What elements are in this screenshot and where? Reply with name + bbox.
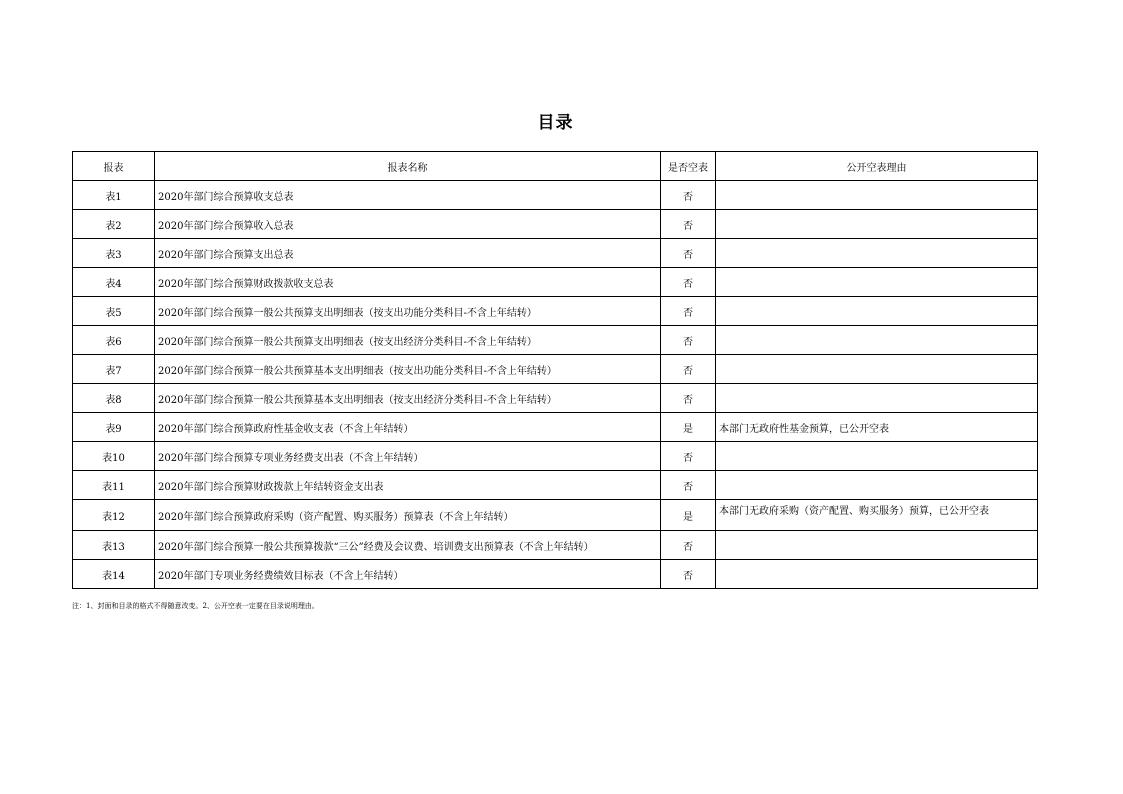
- table-row: [73, 384, 1038, 413]
- table-row: [73, 239, 1038, 268]
- table-row: [73, 560, 1038, 589]
- row-code: 表10: [73, 442, 155, 471]
- header-is-empty: 是否空表: [661, 152, 716, 181]
- row-name: 2020年部门综合预算专项业务经费支出表（不含上年结转）: [155, 442, 661, 471]
- row-reason: [716, 297, 1038, 326]
- row-name: 2020年部门综合预算支出总表: [155, 239, 661, 268]
- row-reason: [716, 384, 1038, 413]
- table-row: [73, 442, 1038, 471]
- table-row: [73, 413, 1038, 442]
- table-row: [73, 210, 1038, 239]
- row-name: 2020年部门专项业务经费绩效目标表（不含上年结转）: [155, 560, 661, 589]
- row-code: 表3: [73, 239, 155, 268]
- row-code: 表7: [73, 355, 155, 384]
- row-name: 2020年部门综合预算一般公共预算基本支出明细表（按支出经济分类科目-不含上年结转）: [155, 384, 661, 413]
- row-code: 表5: [73, 297, 155, 326]
- row-is-empty: 是: [661, 413, 716, 442]
- row-is-empty: 否: [661, 297, 716, 326]
- row-reason: [716, 181, 1038, 210]
- row-is-empty: 否: [661, 210, 716, 239]
- row-reason: [716, 239, 1038, 268]
- footnote: 注：1、封面和目录的格式不得随意改变。2、公开空表一定要在目录说明理由。: [72, 602, 319, 610]
- row-name: 2020年部门综合预算一般公共预算支出明细表（按支出经济分类科目-不含上年结转）: [155, 326, 661, 355]
- row-is-empty: 否: [661, 268, 716, 297]
- row-reason: [716, 442, 1038, 471]
- row-reason: [716, 326, 1038, 355]
- row-code: 表8: [73, 384, 155, 413]
- row-reason: [716, 471, 1038, 500]
- row-name: 2020年部门综合预算财政拨款上年结转资金支出表: [155, 471, 661, 500]
- row-name: 2020年部门综合预算收入总表: [155, 210, 661, 239]
- header-name: 报表名称: [155, 152, 661, 181]
- row-is-empty: 否: [661, 384, 716, 413]
- row-is-empty: 否: [661, 355, 716, 384]
- row-reason: 本部门无政府采购（资产配置、购买服务）预算，已公开空表: [716, 500, 1038, 531]
- table-row: [73, 471, 1038, 500]
- row-code: 表6: [73, 326, 155, 355]
- table-row: [73, 355, 1038, 384]
- row-name: 2020年部门综合预算政府采购（资产配置、购买服务）预算表（不含上年结转）: [155, 500, 661, 531]
- row-name: 2020年部门综合预算一般公共预算基本支出明细表（按支出功能分类科目-不含上年结转）: [155, 355, 661, 384]
- row-reason: [716, 268, 1038, 297]
- page-title: 目录: [537, 113, 574, 133]
- table-header-row: [73, 152, 1038, 181]
- row-is-empty: 否: [661, 560, 716, 589]
- row-reason: 本部门无政府性基金预算，已公开空表: [716, 413, 1038, 442]
- table-row: [73, 531, 1038, 560]
- table-row: [73, 297, 1038, 326]
- row-reason: [716, 531, 1038, 560]
- table-row: [73, 181, 1038, 210]
- row-code: 表4: [73, 268, 155, 297]
- row-is-empty: 否: [661, 531, 716, 560]
- table-row: [73, 500, 1038, 531]
- row-reason: [716, 355, 1038, 384]
- row-name: 2020年部门综合预算一般公共预算拨款“三公”经费及会议费、培训费支出预算表（不含上年结转）: [155, 531, 661, 560]
- row-is-empty: 是: [661, 500, 716, 531]
- row-code: 表13: [73, 531, 155, 560]
- row-code: 表12: [73, 500, 155, 531]
- row-is-empty: 否: [661, 181, 716, 210]
- table-row: [73, 326, 1038, 355]
- row-name: 2020年部门综合预算收支总表: [155, 181, 661, 210]
- row-name: 2020年部门综合预算一般公共预算支出明细表（按支出功能分类科目-不含上年结转）: [155, 297, 661, 326]
- row-is-empty: 否: [661, 239, 716, 268]
- row-is-empty: 否: [661, 471, 716, 500]
- row-reason: [716, 210, 1038, 239]
- row-is-empty: 否: [661, 442, 716, 471]
- row-code: 表11: [73, 471, 155, 500]
- row-code: 表2: [73, 210, 155, 239]
- row-name: 2020年部门综合预算财政拨款收支总表: [155, 268, 661, 297]
- header-code: 报表: [73, 152, 155, 181]
- row-code: 表1: [73, 181, 155, 210]
- catalog-table: [72, 151, 1038, 589]
- row-is-empty: 否: [661, 326, 716, 355]
- row-reason: [716, 560, 1038, 589]
- header-reason: 公开空表理由: [716, 152, 1038, 181]
- table-row: [73, 268, 1038, 297]
- row-name: 2020年部门综合预算政府性基金收支表（不含上年结转）: [155, 413, 661, 442]
- row-code: 表9: [73, 413, 155, 442]
- row-code: 表14: [73, 560, 155, 589]
